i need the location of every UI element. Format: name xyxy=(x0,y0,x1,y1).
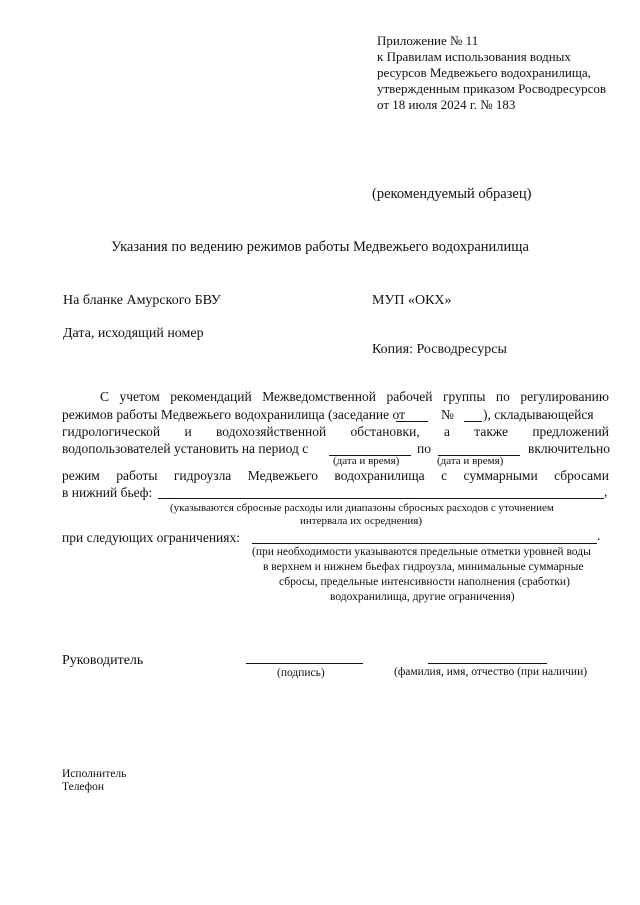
number-sign: № xyxy=(441,407,454,422)
limits-hint: в верхнем и нижнем бьефах гидроузла, минимальные суммарные xyxy=(263,561,584,573)
discharge-blank[interactable] xyxy=(158,498,604,499)
signature-blank[interactable] xyxy=(246,663,363,664)
word: с xyxy=(441,468,448,483)
word: также xyxy=(474,424,509,439)
body-line-3 xyxy=(62,424,609,440)
date-time-hint-from: (дата и время) xyxy=(333,455,400,467)
appendix-date: от 18 июля 2024 г. № 183 xyxy=(377,97,516,112)
phone-label: Телефон xyxy=(62,781,105,793)
letterhead-label: На бланке Амурского БВУ xyxy=(63,293,221,308)
recipient-label: МУП «ОКХ» xyxy=(372,293,452,308)
appendix-block xyxy=(377,33,606,113)
copy-label: Копия: Росводресурсы xyxy=(372,342,507,357)
document-title: Указания по ведению режимов работы Медвежьего водохранилища xyxy=(111,239,529,255)
word: водохозяйственной xyxy=(215,424,327,439)
word: обстановки, xyxy=(350,424,420,439)
appendix-line: к Правилам использования водных xyxy=(377,49,571,64)
word: водохранилища xyxy=(334,468,425,483)
head-label: Руководитель xyxy=(62,653,144,668)
limits-hint: (при необходимости указываются предельные отметки уровней воды xyxy=(252,546,591,558)
name-blank[interactable] xyxy=(428,663,547,664)
appendix-line: ресурсов Медвежьего водохранилища, xyxy=(377,65,591,80)
appendix-line: утвержденным приказом Росводресурсов xyxy=(377,81,606,96)
body-text: по xyxy=(417,441,431,456)
limits-blank[interactable] xyxy=(252,543,597,544)
word: гидроузла xyxy=(173,468,232,483)
date-time-hint-to: (дата и время) xyxy=(437,455,504,467)
body-text: в нижний бьеф: xyxy=(62,485,153,500)
discharge-hint: (указываются сбросные расходы или диапазоны сбросных расходов с уточнением xyxy=(170,502,554,514)
date-number-label: Дата, исходящий номер xyxy=(63,326,204,341)
signature-hint: (подпись) xyxy=(277,667,325,679)
body-text: включительно xyxy=(528,441,611,456)
word: и xyxy=(184,424,192,439)
executor-label: Исполнитель xyxy=(62,768,127,780)
word: суммарными xyxy=(463,468,538,483)
body-line-5 xyxy=(62,468,609,484)
period: . xyxy=(597,528,601,543)
word: гидрологической xyxy=(62,424,161,439)
meeting-date-blank[interactable] xyxy=(396,421,428,422)
comma: , xyxy=(604,484,608,499)
name-hint: (фамилия, имя, отчество (при наличии) xyxy=(394,666,588,678)
word: Медвежьего xyxy=(247,468,318,483)
body-line-1: С учетом рекомендаций Межведомственной рабочей группы по регулированию xyxy=(100,389,609,404)
word: режим xyxy=(62,468,100,483)
word: работы xyxy=(116,468,158,483)
word: предложений xyxy=(532,424,609,439)
appendix-number: Приложение № 11 xyxy=(377,33,479,48)
sample-note: (рекомендуемый образец) xyxy=(372,186,532,202)
discharge-hint: интервала их осреднения) xyxy=(300,515,423,527)
word: а xyxy=(444,424,450,439)
body-line-2 xyxy=(62,407,405,423)
word: сбросами xyxy=(554,468,609,483)
limits-hint: водохранилища, другие ограничения) xyxy=(330,591,515,603)
body-text: при следующих ограничениях: xyxy=(62,530,240,545)
meeting-number-blank[interactable] xyxy=(464,421,482,422)
body-text: ), складывающейся xyxy=(483,407,594,422)
limits-hint: сбросы, предельные интенсивности наполнения (сработки) xyxy=(279,576,570,588)
body-text: режимов работы Медвежьего водохранилища (заседание от xyxy=(62,407,405,422)
body-text: водопользователей установить на период с xyxy=(62,441,309,456)
